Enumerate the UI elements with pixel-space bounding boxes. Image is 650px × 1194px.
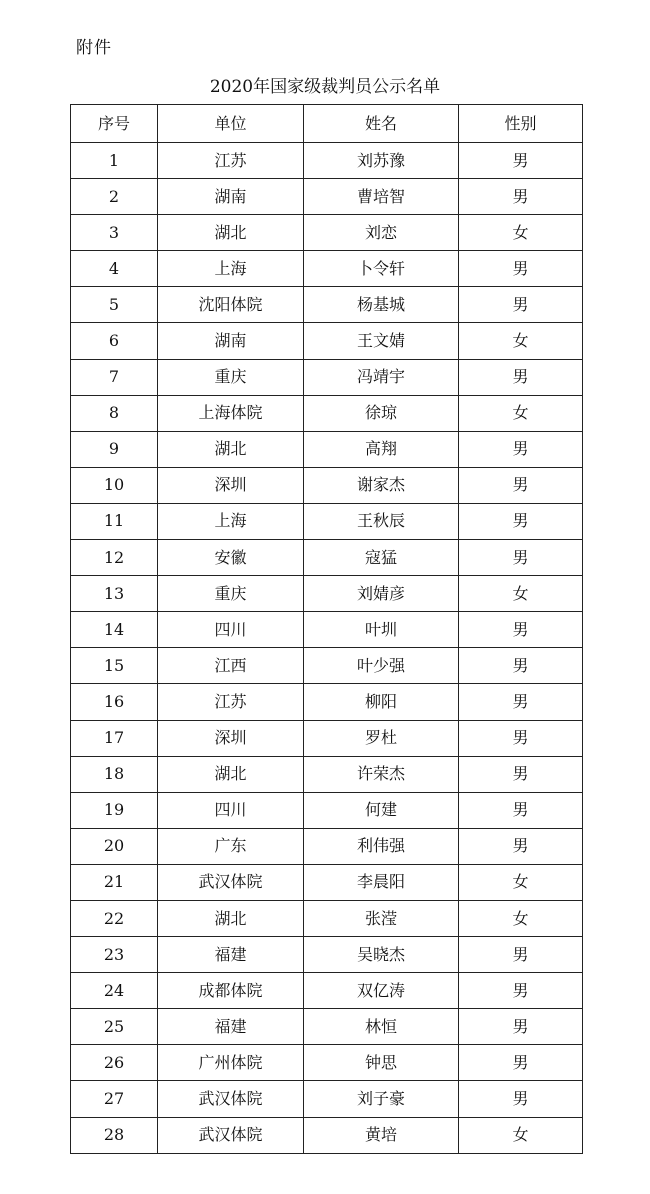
cell-name: 李晨阳 bbox=[304, 864, 459, 900]
cell-name: 叶少强 bbox=[304, 648, 459, 684]
table-row bbox=[71, 937, 583, 973]
cell-name: 林恒 bbox=[304, 1009, 459, 1045]
cell-gender: 男 bbox=[459, 503, 583, 539]
cell-number: 8 bbox=[71, 395, 158, 431]
cell-number: 3 bbox=[71, 215, 158, 251]
cell-unit: 湖北 bbox=[158, 756, 304, 792]
table-row bbox=[71, 143, 583, 179]
cell-gender: 男 bbox=[459, 1009, 583, 1045]
cell-gender: 男 bbox=[459, 1081, 583, 1117]
table-row bbox=[71, 900, 583, 936]
table-row bbox=[71, 792, 583, 828]
cell-gender: 男 bbox=[459, 828, 583, 864]
table-row bbox=[71, 648, 583, 684]
cell-unit: 江苏 bbox=[158, 143, 304, 179]
cell-name: 寇猛 bbox=[304, 540, 459, 576]
cell-unit: 四川 bbox=[158, 792, 304, 828]
table-row bbox=[71, 359, 583, 395]
cell-name: 刘婧彦 bbox=[304, 576, 459, 612]
cell-number: 24 bbox=[71, 973, 158, 1009]
cell-gender: 男 bbox=[459, 612, 583, 648]
cell-number: 7 bbox=[71, 359, 158, 395]
cell-gender: 女 bbox=[459, 323, 583, 359]
cell-unit: 上海体院 bbox=[158, 395, 304, 431]
cell-unit: 上海 bbox=[158, 251, 304, 287]
cell-name: 杨基城 bbox=[304, 287, 459, 323]
cell-name: 王文婧 bbox=[304, 323, 459, 359]
table-row bbox=[71, 1045, 583, 1081]
table-row bbox=[71, 431, 583, 467]
cell-unit: 江苏 bbox=[158, 684, 304, 720]
cell-number: 23 bbox=[71, 937, 158, 973]
cell-number: 21 bbox=[71, 864, 158, 900]
cell-unit: 上海 bbox=[158, 503, 304, 539]
cell-number: 9 bbox=[71, 431, 158, 467]
cell-name: 曹培智 bbox=[304, 179, 459, 215]
cell-number: 19 bbox=[71, 792, 158, 828]
table-row bbox=[71, 395, 583, 431]
table-row bbox=[71, 973, 583, 1009]
cell-unit: 广东 bbox=[158, 828, 304, 864]
cell-name: 叶圳 bbox=[304, 612, 459, 648]
table-row bbox=[71, 323, 583, 359]
table-row bbox=[71, 287, 583, 323]
cell-unit: 湖南 bbox=[158, 323, 304, 359]
cell-unit: 武汉体院 bbox=[158, 864, 304, 900]
cell-gender: 男 bbox=[459, 540, 583, 576]
table-row bbox=[71, 720, 583, 756]
attachment-label: 附件 bbox=[76, 38, 112, 58]
cell-number: 25 bbox=[71, 1009, 158, 1045]
table-row bbox=[71, 1009, 583, 1045]
cell-name: 张滢 bbox=[304, 900, 459, 936]
cell-unit: 武汉体院 bbox=[158, 1117, 304, 1153]
cell-name: 罗杜 bbox=[304, 720, 459, 756]
cell-unit: 湖北 bbox=[158, 900, 304, 936]
cell-name: 刘恋 bbox=[304, 215, 459, 251]
cell-unit: 成都体院 bbox=[158, 973, 304, 1009]
cell-number: 27 bbox=[71, 1081, 158, 1117]
cell-unit: 福建 bbox=[158, 937, 304, 973]
cell-unit: 广州体院 bbox=[158, 1045, 304, 1081]
table-row bbox=[71, 756, 583, 792]
table-header-row bbox=[71, 105, 583, 143]
cell-unit: 湖北 bbox=[158, 215, 304, 251]
cell-name: 刘苏豫 bbox=[304, 143, 459, 179]
cell-unit: 四川 bbox=[158, 612, 304, 648]
cell-number: 18 bbox=[71, 756, 158, 792]
column-header-name: 姓名 bbox=[304, 105, 459, 143]
table-row bbox=[71, 612, 583, 648]
cell-name: 黄培 bbox=[304, 1117, 459, 1153]
cell-unit: 深圳 bbox=[158, 467, 304, 503]
cell-name: 徐琼 bbox=[304, 395, 459, 431]
table-row bbox=[71, 467, 583, 503]
cell-unit: 安徽 bbox=[158, 540, 304, 576]
table-body bbox=[71, 143, 583, 1154]
cell-number: 10 bbox=[71, 467, 158, 503]
table-row bbox=[71, 1117, 583, 1153]
cell-unit: 重庆 bbox=[158, 576, 304, 612]
column-header-unit: 单位 bbox=[158, 105, 304, 143]
cell-gender: 男 bbox=[459, 143, 583, 179]
cell-number: 15 bbox=[71, 648, 158, 684]
cell-number: 2 bbox=[71, 179, 158, 215]
cell-gender: 男 bbox=[459, 973, 583, 1009]
cell-number: 16 bbox=[71, 684, 158, 720]
page-title: 2020年国家级裁判员公示名单 bbox=[209, 77, 441, 97]
cell-gender: 男 bbox=[459, 467, 583, 503]
table-row bbox=[71, 828, 583, 864]
table-row bbox=[71, 215, 583, 251]
cell-gender: 女 bbox=[459, 576, 583, 612]
cell-gender: 女 bbox=[459, 864, 583, 900]
cell-unit: 湖北 bbox=[158, 431, 304, 467]
cell-gender: 女 bbox=[459, 900, 583, 936]
cell-gender: 男 bbox=[459, 179, 583, 215]
table-row bbox=[71, 179, 583, 215]
cell-gender: 女 bbox=[459, 395, 583, 431]
cell-gender: 男 bbox=[459, 251, 583, 287]
cell-unit: 江西 bbox=[158, 648, 304, 684]
column-header-gender: 性别 bbox=[459, 105, 583, 143]
cell-number: 5 bbox=[71, 287, 158, 323]
cell-gender: 男 bbox=[459, 756, 583, 792]
table-row bbox=[71, 1081, 583, 1117]
table-row bbox=[71, 576, 583, 612]
cell-number: 28 bbox=[71, 1117, 158, 1153]
cell-gender: 男 bbox=[459, 937, 583, 973]
cell-gender: 男 bbox=[459, 359, 583, 395]
cell-number: 1 bbox=[71, 143, 158, 179]
cell-unit: 武汉体院 bbox=[158, 1081, 304, 1117]
cell-number: 20 bbox=[71, 828, 158, 864]
cell-unit: 沈阳体院 bbox=[158, 287, 304, 323]
cell-name: 双亿涛 bbox=[304, 973, 459, 1009]
cell-number: 26 bbox=[71, 1045, 158, 1081]
cell-number: 17 bbox=[71, 720, 158, 756]
cell-number: 6 bbox=[71, 323, 158, 359]
cell-gender: 男 bbox=[459, 648, 583, 684]
table-row bbox=[71, 864, 583, 900]
cell-name: 钟思 bbox=[304, 1045, 459, 1081]
cell-gender: 男 bbox=[459, 1045, 583, 1081]
cell-unit: 福建 bbox=[158, 1009, 304, 1045]
cell-gender: 女 bbox=[459, 215, 583, 251]
cell-gender: 男 bbox=[459, 684, 583, 720]
cell-name: 谢家杰 bbox=[304, 467, 459, 503]
table-row bbox=[71, 251, 583, 287]
cell-name: 何建 bbox=[304, 792, 459, 828]
table-row bbox=[71, 540, 583, 576]
cell-gender: 男 bbox=[459, 720, 583, 756]
cell-number: 11 bbox=[71, 503, 158, 539]
cell-gender: 男 bbox=[459, 792, 583, 828]
cell-number: 13 bbox=[71, 576, 158, 612]
cell-number: 22 bbox=[71, 900, 158, 936]
cell-unit: 深圳 bbox=[158, 720, 304, 756]
cell-number: 14 bbox=[71, 612, 158, 648]
table-row bbox=[71, 684, 583, 720]
cell-number: 12 bbox=[71, 540, 158, 576]
cell-name: 卜令轩 bbox=[304, 251, 459, 287]
column-header-number: 序号 bbox=[71, 105, 158, 143]
cell-name: 王秋辰 bbox=[304, 503, 459, 539]
cell-gender: 女 bbox=[459, 1117, 583, 1153]
cell-number: 4 bbox=[71, 251, 158, 287]
cell-unit: 湖南 bbox=[158, 179, 304, 215]
cell-name: 高翔 bbox=[304, 431, 459, 467]
cell-gender: 男 bbox=[459, 287, 583, 323]
cell-name: 柳阳 bbox=[304, 684, 459, 720]
cell-gender: 男 bbox=[459, 431, 583, 467]
referee-list-table bbox=[70, 104, 583, 1154]
table-row bbox=[71, 503, 583, 539]
cell-name: 许荣杰 bbox=[304, 756, 459, 792]
cell-name: 利伟强 bbox=[304, 828, 459, 864]
cell-name: 刘子豪 bbox=[304, 1081, 459, 1117]
cell-name: 冯靖宇 bbox=[304, 359, 459, 395]
cell-name: 吴晓杰 bbox=[304, 937, 459, 973]
cell-unit: 重庆 bbox=[158, 359, 304, 395]
